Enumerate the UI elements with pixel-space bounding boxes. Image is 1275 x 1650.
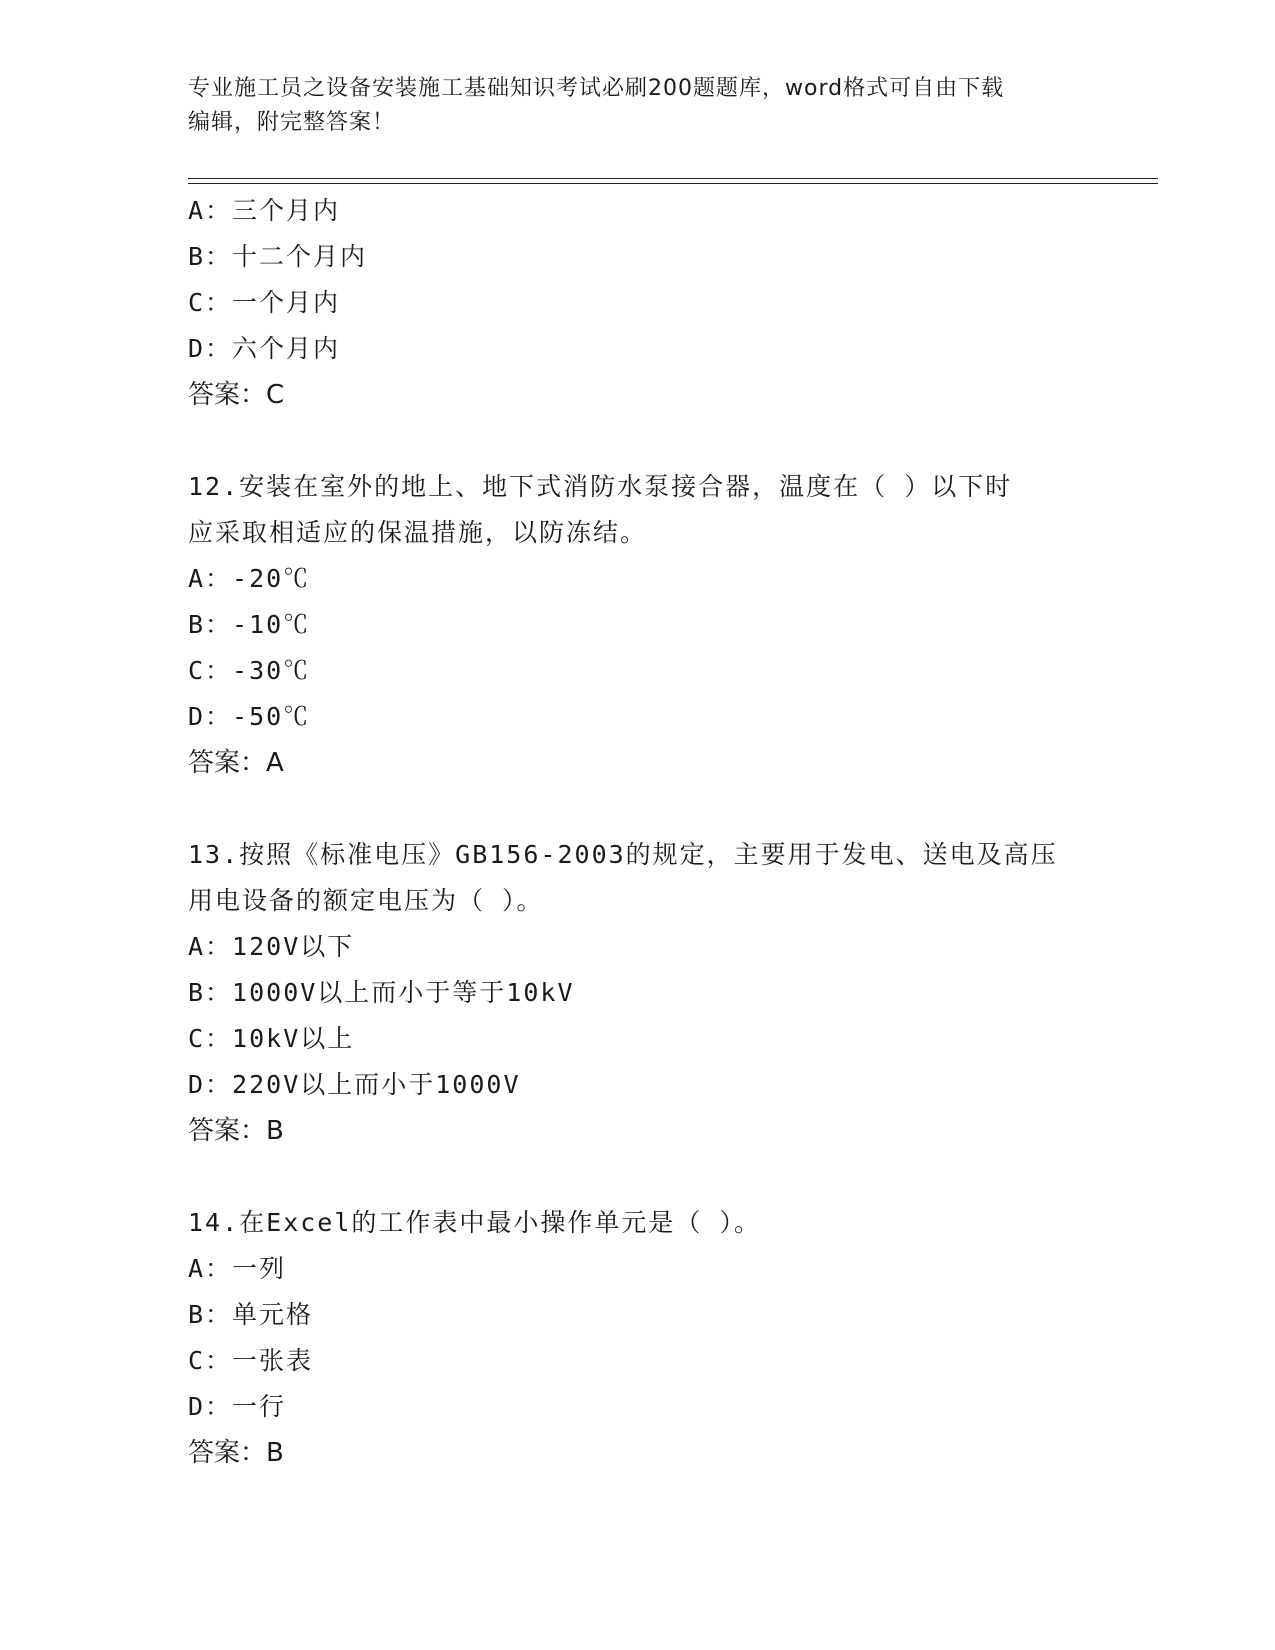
option-d: D：一行 xyxy=(188,1392,287,1421)
answer-label: 答案：A xyxy=(188,748,284,778)
option-b: B：十二个月内 xyxy=(188,242,368,271)
spacer xyxy=(188,1154,1088,1200)
answer-label: 答案：C xyxy=(188,380,285,410)
question-12 xyxy=(188,464,1088,786)
option-d: D：220V以上而小于1000V xyxy=(188,1070,521,1099)
option-a: A：-20℃ xyxy=(188,564,311,593)
header-divider-thin xyxy=(188,183,1158,184)
answer-label: 答案：B xyxy=(188,1116,284,1146)
option-b: B：-10℃ xyxy=(188,610,311,639)
question-stem-line-1: 13.按照《标准电压》GB156-2003的规定，主要用于发电、送电及高压 xyxy=(188,840,1058,869)
question-11 xyxy=(188,188,1088,418)
document-header xyxy=(188,72,1068,140)
option-a: A：120V以下 xyxy=(188,932,355,961)
option-b: B：1000V以上而小于等于10kV xyxy=(188,978,575,1007)
option-d: D：六个月内 xyxy=(188,334,341,363)
question-stem-line-1: 12.安装在室外的地上、地下式消防水泵接合器，温度在（ ）以下时 xyxy=(188,472,1013,501)
option-c: C：一个月内 xyxy=(188,288,341,317)
question-stem-line-2: 应采取相适应的保温措施，以防冻结。 xyxy=(188,518,648,547)
question-stem-line-2: 用电设备的额定电压为（ ）。 xyxy=(188,886,544,915)
option-a: A：三个月内 xyxy=(188,196,341,225)
question-14 xyxy=(188,1200,1088,1476)
question-list xyxy=(188,188,1088,1476)
header-title-line-2: 编辑，附完整答案！ xyxy=(188,110,396,135)
question-13 xyxy=(188,832,1088,1154)
question-stem-line-1: 14.在Excel的工作表中最小操作单元是（ ）。 xyxy=(188,1208,761,1237)
answer-label: 答案：B xyxy=(188,1438,284,1468)
option-b: B：单元格 xyxy=(188,1300,314,1329)
spacer xyxy=(188,418,1088,464)
option-a: A：一列 xyxy=(188,1254,287,1283)
header-divider-thick xyxy=(188,178,1158,179)
option-d: D：-50℃ xyxy=(188,702,311,731)
option-c: C：-30℃ xyxy=(188,656,311,685)
option-c: C：10kV以上 xyxy=(188,1024,355,1053)
header-title-line-1: 专业施工员之设备安装施工基础知识考试必刷200题题库，word格式可自由下载 xyxy=(188,76,1005,101)
spacer xyxy=(188,786,1088,832)
option-c: C：一张表 xyxy=(188,1346,314,1375)
